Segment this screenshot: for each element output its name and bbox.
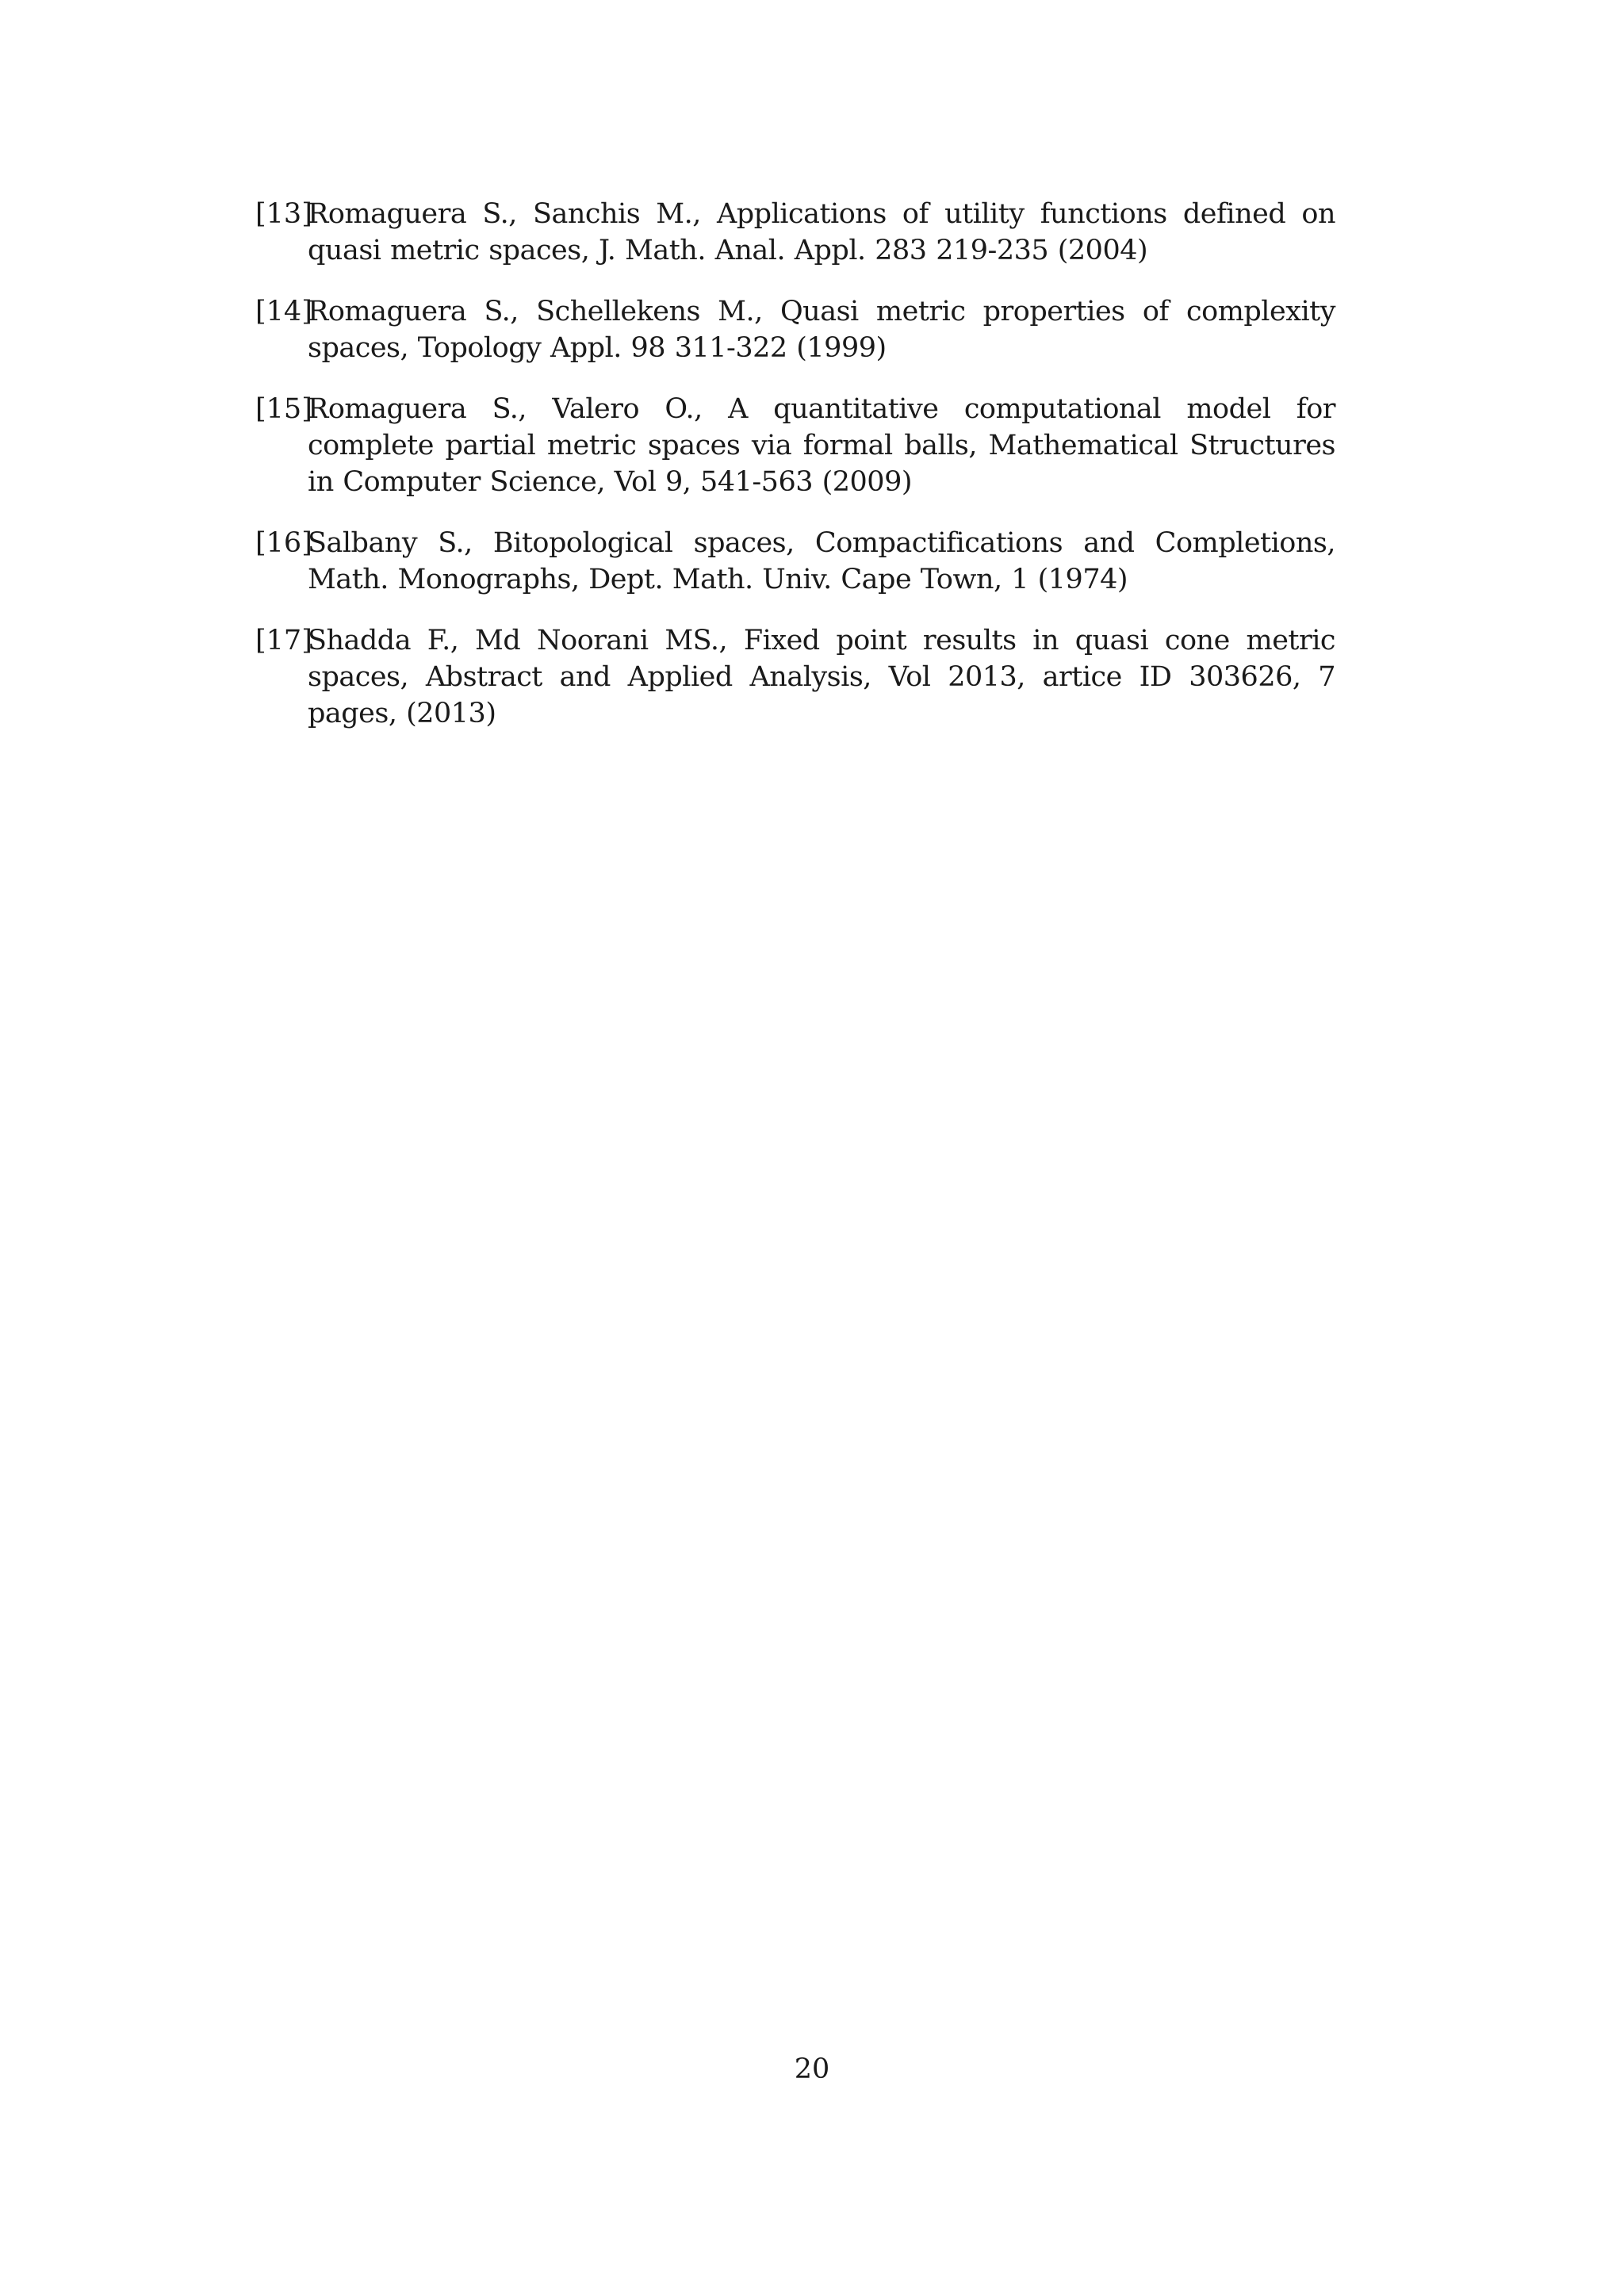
reference-item <box>255 622 1335 732</box>
reference-list <box>255 196 1335 756</box>
reference-text: Romaguera S., Valero O., A quantitative computational model for complete partial metric spaces via formal balls, Mathematical Structures in Computer Science, Vol 9, 541-563 (2009) <box>308 393 1335 498</box>
reference-text: Shadda F., Md Noorani MS., Fixed point results in quasi cone metric spaces, Abstract and Applied Analysis, Vol 2013, artice ID 303626, 7 pages, (2013) <box>308 625 1335 729</box>
reference-text: Romaguera S., Sanchis M., Applications of utility functions defined on quasi metric spaces, J. Math. Anal. Appl. 283 219-235 (2004) <box>308 198 1335 266</box>
reference-label: [13] <box>255 198 312 230</box>
reference-text: Romaguera S., Schellekens M., Quasi metric properties of complexity spaces, Topology Appl. 98 311-322 (1999) <box>308 296 1335 364</box>
reference-label: [15] <box>255 393 312 425</box>
reference-item <box>255 391 1335 500</box>
reference-item <box>255 293 1335 366</box>
reference-label: [14] <box>255 296 312 327</box>
reference-label: [16] <box>255 527 312 559</box>
reference-item <box>255 525 1335 598</box>
reference-label: [17] <box>255 625 312 656</box>
page-number: 20 <box>794 2053 830 2085</box>
reference-text: Salbany S., Bitopological spaces, Compactifications and Completions, Math. Monographs, Dept. Math. Univ. Cape Town, 1 (1974) <box>308 527 1335 595</box>
reference-item <box>255 196 1335 269</box>
